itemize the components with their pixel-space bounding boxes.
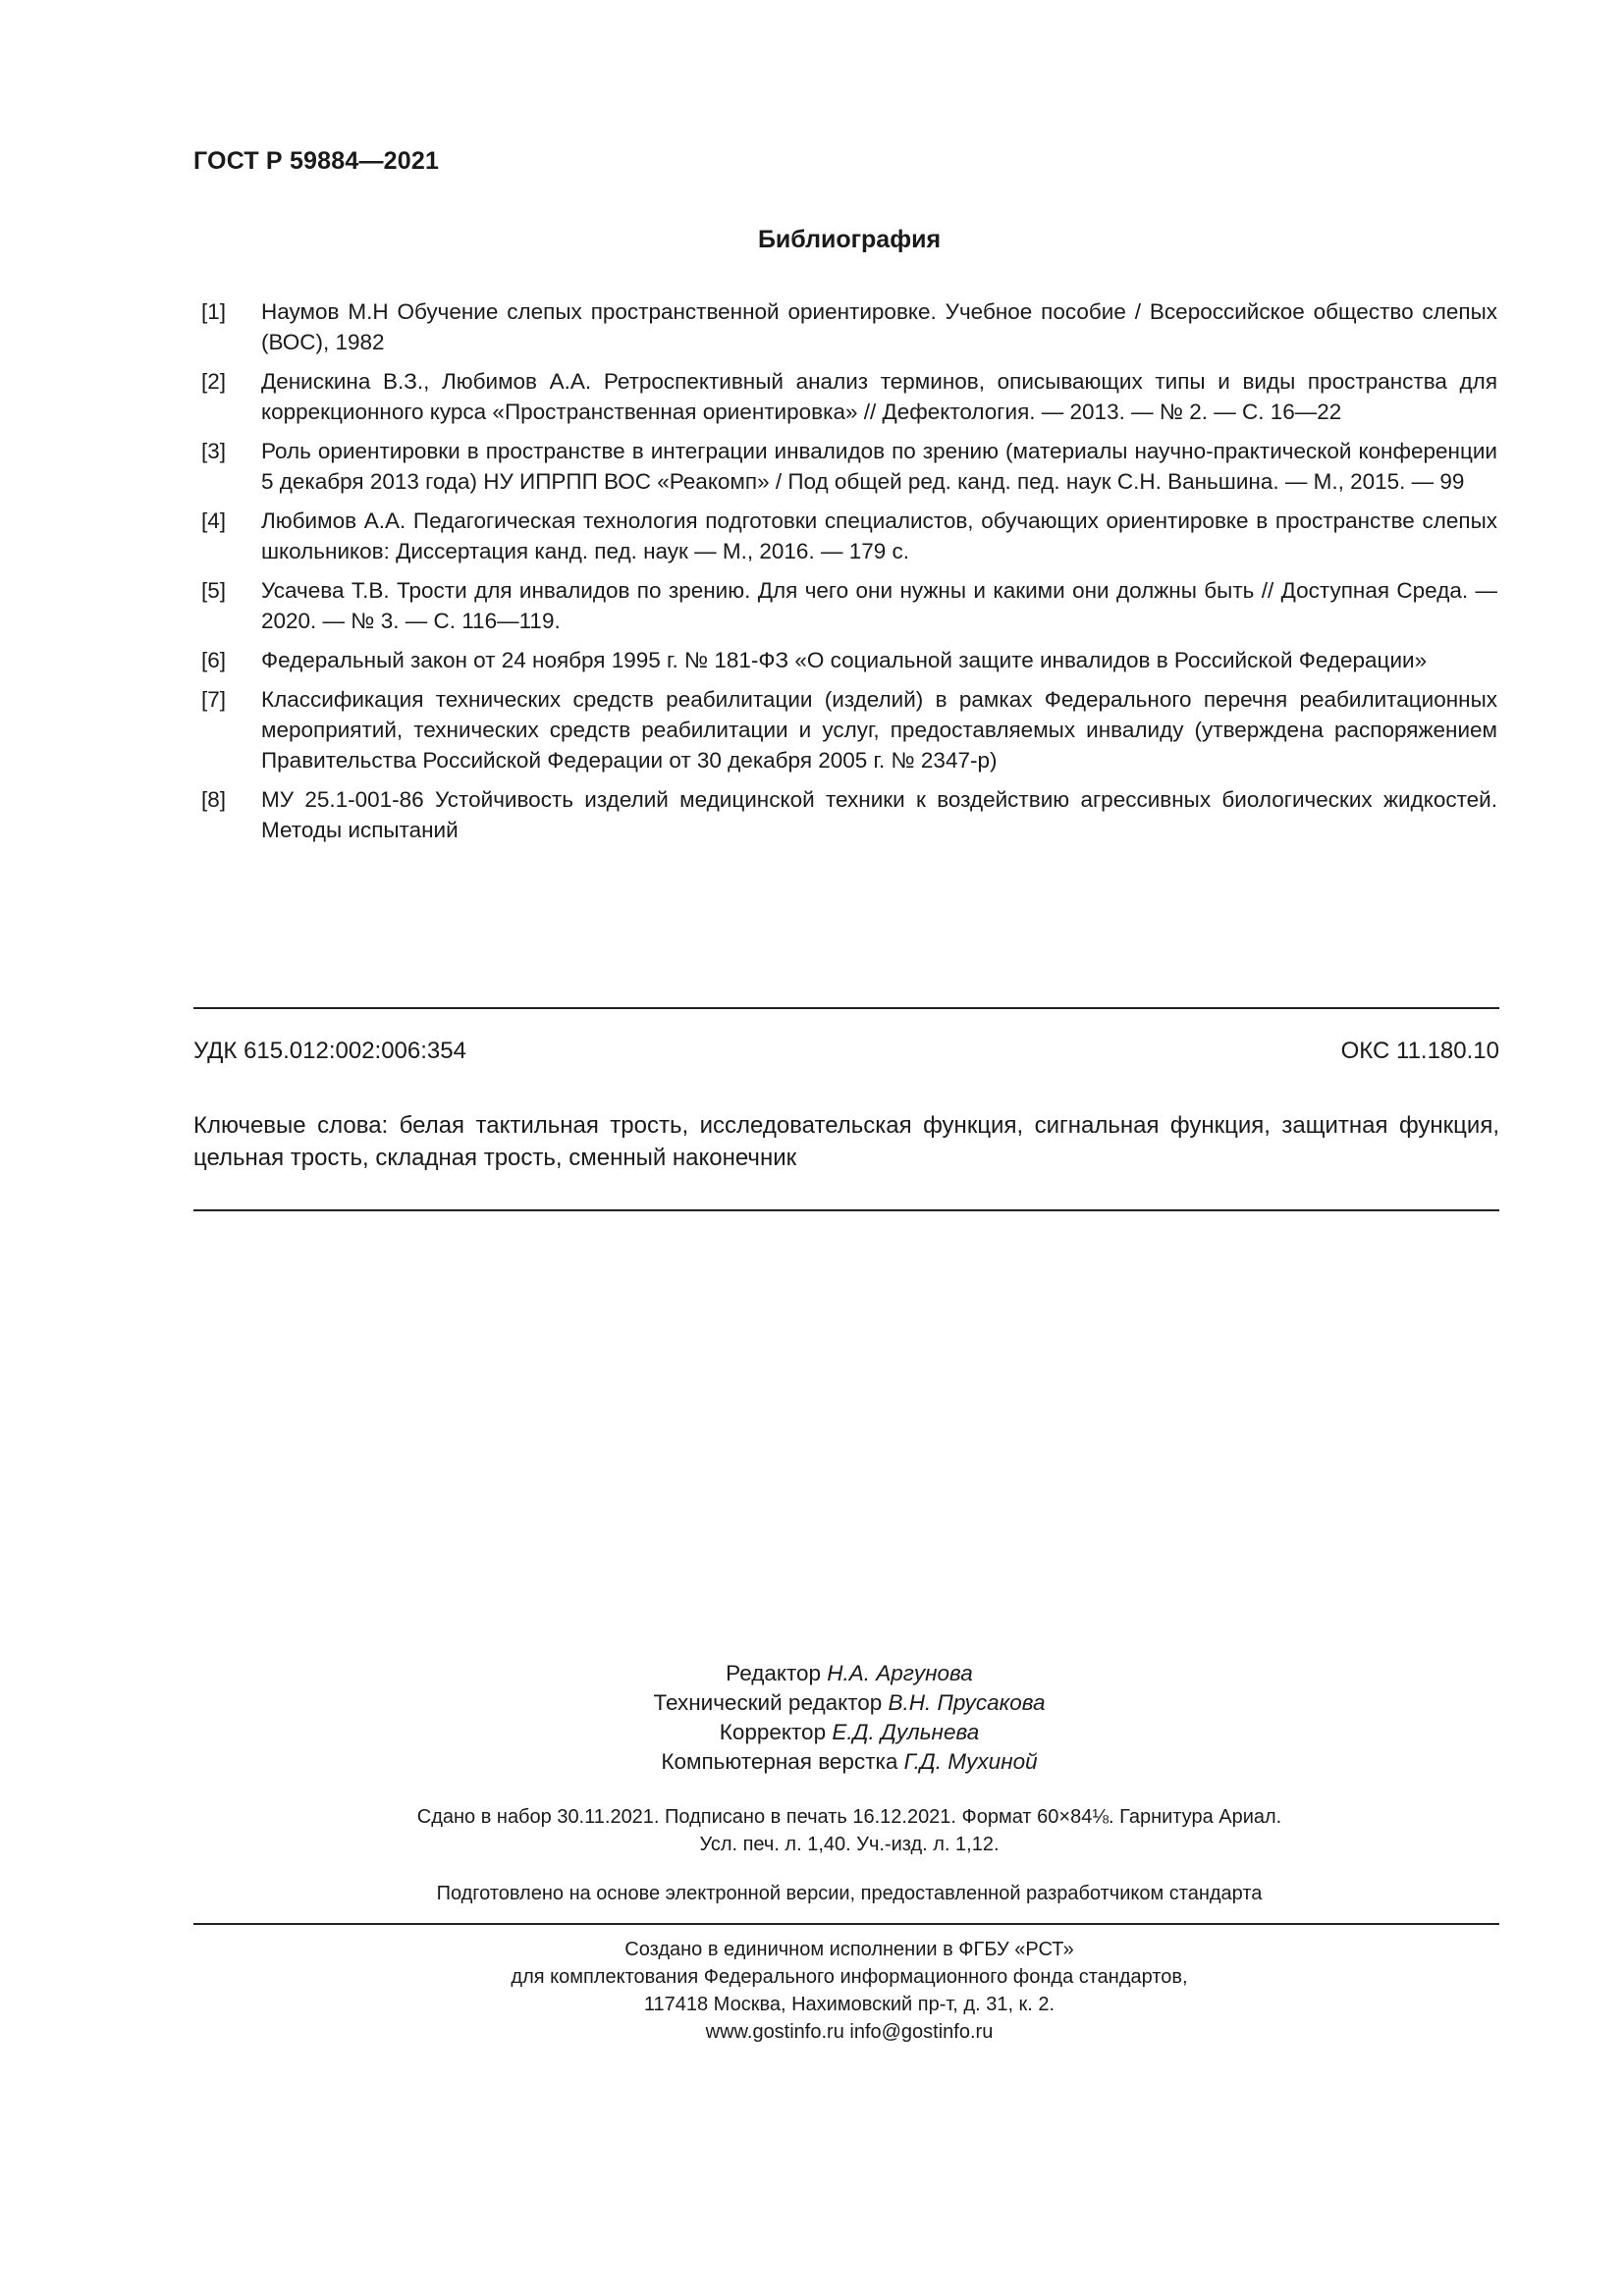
udk-code: УДК 615.012:002:006:354 — [193, 1038, 466, 1064]
print-info — [0, 1803, 1624, 1858]
bibliography-number: [7] — [201, 687, 227, 712]
bibliography-number: [8] — [201, 787, 227, 812]
classification-row — [193, 1038, 1499, 1065]
credit-tech-editor — [0, 1688, 1624, 1718]
divider-top — [193, 1007, 1499, 1009]
bibliography-number: [3] — [201, 439, 227, 463]
bibliography-item — [201, 296, 1497, 357]
bibliography-item — [201, 366, 1497, 427]
bibliography-list — [201, 296, 1497, 854]
bibliography-number: [1] — [201, 299, 227, 324]
bibliography-text: МУ 25.1-001-86 Устойчивость изделий медицинской техники к воздействию агрессивных биологических жидкостей. Методы испытаний — [261, 787, 1497, 842]
bibliography-text: Федеральный закон от 24 ноября 1995 г. № 181-ФЗ «О социальной защите инвалидов в Российской Федерации» — [261, 648, 1428, 672]
prepared-note: Подготовлено на основе электронной версии, предоставленной разработчиком стандарта — [436, 1883, 1263, 1904]
bibliography-text: Денискина В.З., Любимов А.А. Ретроспективный анализ терминов, описывающих типы и виды пространства для коррекционного курса «Пространственная ориентировка» // Дефектология. — 2013. — № 2. — С. 16—22 — [261, 369, 1497, 424]
created-line: 117418 Москва, Нахимовский пр-т, д. 31, к. 2. — [643, 1994, 1056, 2015]
bibliography-text: Наумов М.Н Обучение слепых пространственной ориентировке. Учебное пособие / Всероссийское общество слепых (ВОС), 1982 — [261, 299, 1497, 354]
credit-proofreader — [0, 1718, 1624, 1747]
credit-role: Компьютерная верстка — [661, 1749, 904, 1774]
credits-block — [0, 1659, 1624, 1777]
credit-name: В.Н. Прусакова — [888, 1690, 1046, 1715]
created-line: www.gostinfo.ru info@gostinfo.ru — [705, 2021, 994, 2043]
credit-name: Н.А. Аргунова — [827, 1661, 973, 1685]
divider-middle — [193, 1209, 1499, 1211]
oks-code: ОКС 11.180.10 — [1340, 1038, 1499, 1064]
bibliography-item — [201, 645, 1497, 675]
section-title: Библиография — [757, 226, 942, 253]
bibliography-text: Усачева Т.В. Трости для инвалидов по зрению. Для чего они нужны и какими они должны быть // Доступная Среда. — 2020. — № 3. — С. 116—119. — [261, 578, 1497, 633]
print-info-line: Усл. печ. л. 1,40. Уч.-изд. л. 1,12. — [699, 1834, 1000, 1855]
bibliography-text: Любимов А.А. Педагогическая технология подготовки специалистов, обучающих ориентировке в пространстве слепых школьников: Диссертация канд. пед. наук — М., 2016. — 179 с. — [261, 508, 1497, 563]
bibliography-item — [201, 575, 1497, 636]
keywords: Ключевые слова: белая тактильная трость, исследовательская функция, сигнальная функция, защитная функция, цельная трость, складная трость, сменный наконечник — [193, 1112, 1499, 1171]
bibliography-item — [201, 436, 1497, 497]
created-line: Создано в единичном исполнении в ФГБУ «РСТ» — [624, 1939, 1074, 1960]
credit-layout — [0, 1747, 1624, 1777]
bibliography-number: [4] — [201, 508, 227, 533]
credit-editor — [0, 1659, 1624, 1688]
bibliography-number: [6] — [201, 648, 227, 672]
credit-role: Корректор — [719, 1720, 833, 1744]
bibliography-number: [5] — [201, 578, 227, 603]
bibliography-item — [201, 684, 1497, 775]
credit-role: Технический редактор — [653, 1690, 889, 1715]
bibliography-number: [2] — [201, 369, 227, 394]
credit-role: Редактор — [726, 1661, 828, 1685]
divider-bottom — [193, 1923, 1499, 1925]
created-block — [0, 1936, 1624, 2046]
bibliography-item — [201, 784, 1497, 845]
created-line: для комплектования Федерального информационного фонда стандартов, — [511, 1966, 1188, 1988]
document-code: ГОСТ Р 59884—2021 — [193, 147, 440, 175]
print-info-line: Сдано в набор 30.11.2021. Подписано в печать 16.12.2021. Формат 60×84⅛. Гарнитура Ариал. — [416, 1806, 1282, 1828]
bibliography-text: Роль ориентировки в пространстве в интеграции инвалидов по зрению (материалы научно-практической конференции 5 декабря 2013 года) НУ ИПРПП ВОС «Реакомп» / Под общей ред. канд. пед. наук С.Н. Ваньшина. — М., 2015. — 99 — [261, 439, 1497, 494]
bibliography-text: Классификация технических средств реабилитации (изделий) в рамках Федерального перечня реабилитационных мероприятий, технических средств реабилитации и услуг, предоставляемых инвалиду (утверждена распоряжением Правительства Российской Федерации от 30 декабря 2005 г. № 2347-р) — [261, 687, 1497, 773]
credit-name: Е.Д. Дульнева — [832, 1720, 980, 1744]
credit-name: Г.Д. Мухиной — [903, 1749, 1038, 1774]
bibliography-item — [201, 506, 1497, 566]
